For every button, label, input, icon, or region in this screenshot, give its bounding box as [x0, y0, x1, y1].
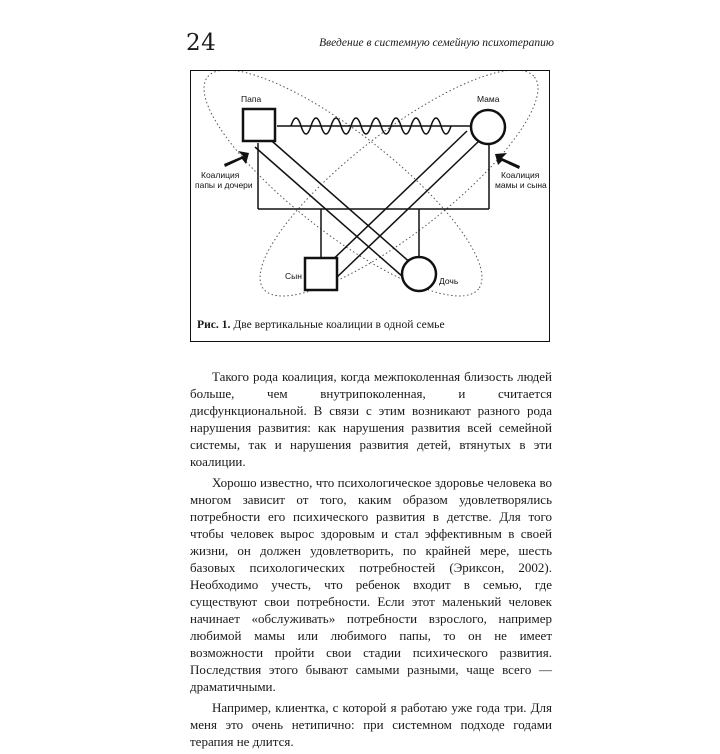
label-daughter: Дочь: [439, 276, 459, 286]
paragraph: Хорошо известно, что психологическое здоровье человека во многом зависит от того, каким образом удовлетворялись потребности его психического развития в детстве. Для того чтобы человек вырос здоровым и стал эффективным в своей жизни, он должен удовлетворить, по крайней мере, шесть базовых психологических потребностей (Эриксон, 2002). Необходимо учесть, что ребенок входит в семью, где существуют свои потребности. Если этот маленький человек начинает «обслуживать» потребности взрослого, например любимой мамы или любимого папы, то он не имеет возможности пройти свои стадии психического развития. Последствия этого бывают самыми разными, чаще всего — драматичными.: [190, 475, 552, 694]
paragraph: Например, клиентка, с которой я работаю уже года три. Для меня это очень нетипично: при системном подходе годами терапия не длится.: [190, 700, 552, 749]
coalition-ellipse-mother-son: [233, 71, 549, 328]
label-father: Папа: [241, 94, 262, 104]
coalition-ellipse-father-daughter: [191, 71, 509, 328]
label-coalition-right-2: мамы и сына: [495, 180, 547, 190]
paragraph: Такого рода коалиция, когда межпоколенная близость людей больше, чем внутрипоколенная, и считается дисфункциональной. В связи с этим возникают разного рода нарушения развития: как нарушения развития всей семейной системы, так и нарушения развития детей, втянутых в эти коалиции.: [190, 369, 552, 469]
label-coalition-left-1: Коалиция: [201, 170, 240, 180]
family-diagram: [191, 71, 549, 341]
running-head: Введение в системную семейную психотерапию: [319, 37, 554, 49]
son-symbol: [305, 258, 337, 290]
label-mother: Мама: [477, 94, 500, 104]
label-coalition-right-1: Коалиция: [501, 170, 540, 180]
arrow-right-icon: [495, 153, 520, 169]
mother-symbol: [471, 110, 505, 144]
coalition-line-mother-son: [323, 131, 479, 279]
label-son: Сын: [285, 271, 302, 281]
father-symbol: [243, 109, 275, 141]
figure-caption-text: Две вертикальные коалиции в одной семье: [233, 318, 445, 331]
body-text: [190, 368, 552, 754]
arrow-left-icon: [224, 151, 249, 167]
figure-caption-label: Рис. 1.: [197, 318, 231, 331]
label-coalition-left-2: папы и дочери: [195, 180, 253, 190]
figure-caption: [197, 318, 445, 331]
daughter-symbol: [402, 257, 436, 291]
page-number: 24: [186, 30, 217, 56]
figure-family-diagram: [190, 70, 550, 342]
